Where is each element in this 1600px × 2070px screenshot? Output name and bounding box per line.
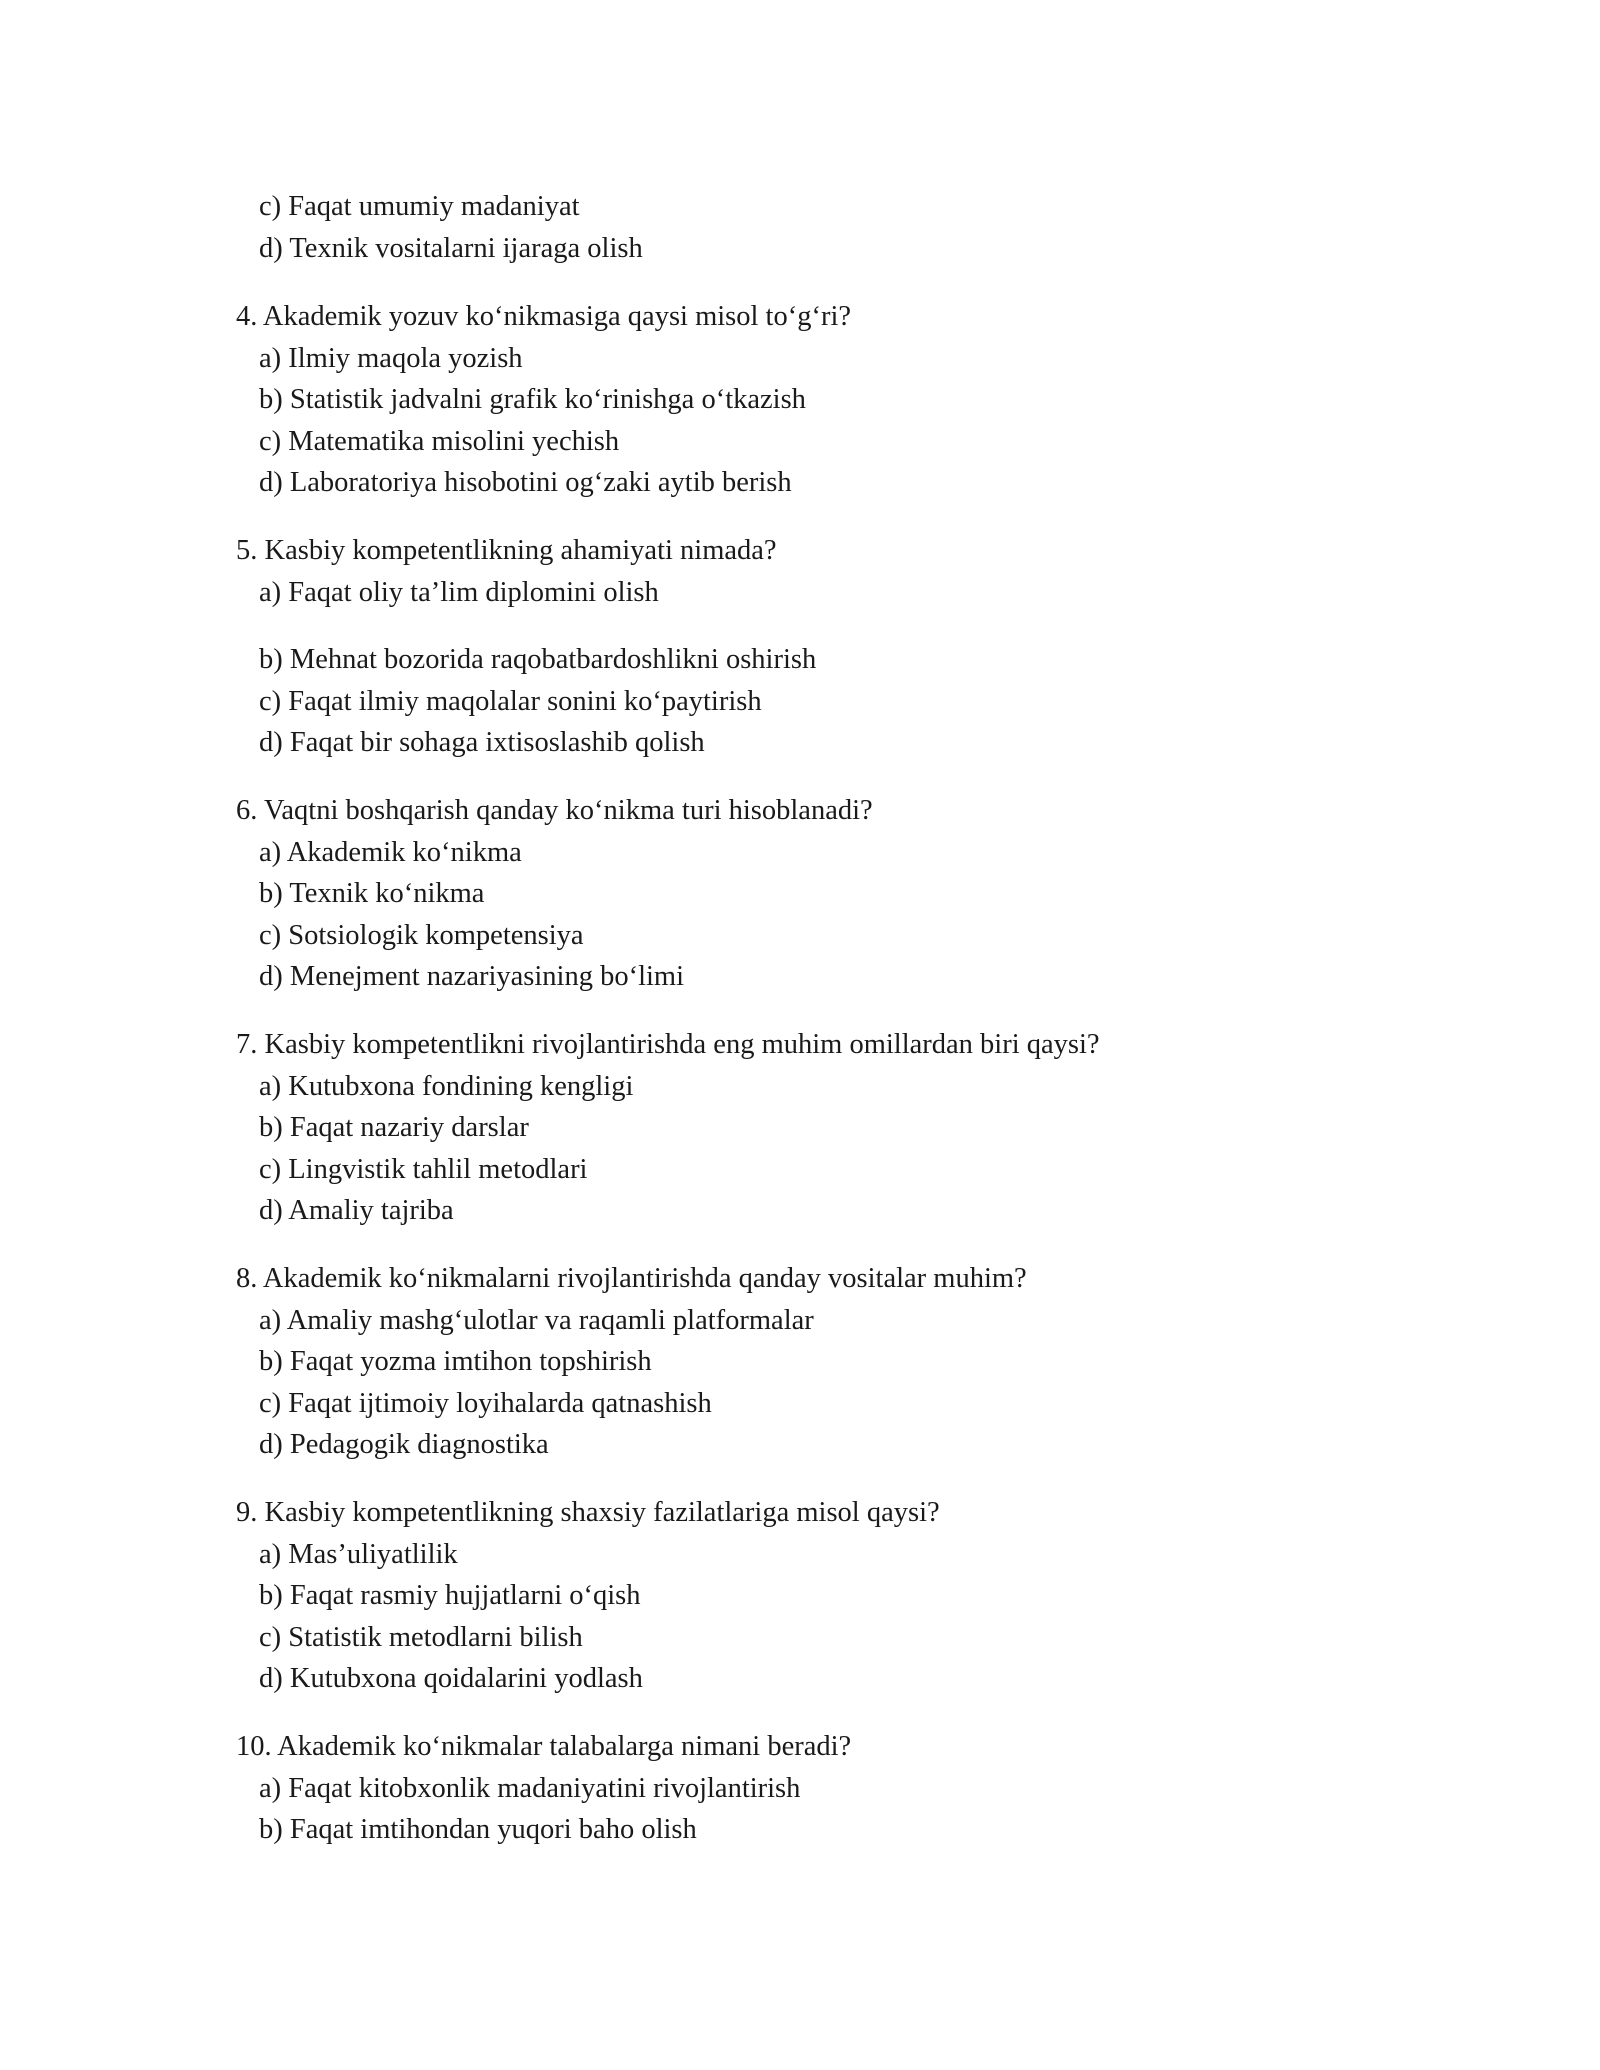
option-a: a) Faqat kitobxonlik madaniyatini rivojlantirish — [259, 1772, 801, 1804]
option-b: b) Faqat rasmiy hujjatlarni o‘qish — [259, 1580, 641, 1611]
option-d: d) Faqat bir sohaga ixtisoslashib qolish — [259, 727, 705, 758]
option-b: b) Faqat imtihondan yuqori baho olish — [259, 1814, 697, 1845]
option-a: a) Mas’uliyatlilik — [259, 1538, 458, 1570]
option-c: c) Lingvistik tahlil metodlari — [259, 1153, 588, 1185]
option-b: b) Faqat yozma imtihon topshirish — [259, 1346, 652, 1377]
option-a: a) Faqat oliy ta’lim diplomini olish — [259, 576, 659, 608]
option-b: b) Mehnat bozorida raqobatbardoshlikni oshirish — [259, 644, 817, 675]
question-10 — [236, 1726, 1536, 1851]
option-d: d) Laboratoriya hisobotini og‘zaki aytib berish — [259, 467, 792, 498]
option-b: b) Faqat nazariy darslar — [259, 1112, 529, 1143]
question-5 — [236, 530, 1536, 764]
option-d: d) Pedagogik diagnostika — [259, 1429, 549, 1460]
option-a: a) Kutubxona fondining kengligi — [259, 1070, 634, 1102]
option-c: c) Sotsiologik kompetensiya — [259, 919, 584, 951]
option-d: d) Menejment nazariyasining bo‘limi — [259, 961, 685, 992]
question-text: 9. Kasbiy kompetentlikning shaxsiy fazilatlariga misol qaysi? — [236, 1497, 940, 1528]
question-7 — [236, 1024, 1536, 1232]
question-6 — [236, 790, 1536, 998]
option-b: b) Texnik ko‘nikma — [259, 878, 485, 909]
option-a: a) Akademik ko‘nikma — [259, 836, 522, 868]
question-text: 6. Vaqtni boshqarish qanday ko‘nikma turi hisoblanadi? — [236, 795, 873, 826]
option-c: c) Faqat ijtimoiy loyihalarda qatnashish — [259, 1387, 712, 1419]
question-4 — [236, 296, 1536, 504]
question-3-tail — [236, 186, 1536, 269]
question-text: 5. Kasbiy kompetentlikning ahamiyati nimada? — [236, 535, 777, 566]
option-a: a) Amaliy mashg‘ulotlar va raqamli platformalar — [259, 1304, 814, 1336]
question-text: 7. Kasbiy kompetentlikni rivojlantirishda eng muhim omillardan biri qaysi? — [236, 1029, 1100, 1060]
option-a: a) Ilmiy maqola yozish — [259, 342, 523, 374]
option-d: d) Amaliy tajriba — [259, 1195, 454, 1226]
option-c: c) Faqat umumiy madaniyat — [259, 191, 580, 222]
question-9 — [236, 1492, 1536, 1700]
question-text: 8. Akademik ko‘nikmalarni rivojlantirishda qanday vositalar muhim? — [236, 1263, 1027, 1294]
question-text: 4. Akademik yozuv ko‘nikmasiga qaysi misol to‘g‘ri? — [236, 301, 852, 332]
question-8 — [236, 1258, 1536, 1466]
option-c: c) Matematika misolini yechish — [259, 425, 620, 457]
option-b: b) Statistik jadvalni grafik ko‘rinishga o‘tkazish — [259, 384, 806, 415]
option-d: d) Texnik vositalarni ijaraga olish — [259, 232, 643, 264]
option-d: d) Kutubxona qoidalarini yodlash — [259, 1663, 643, 1694]
question-text: 10. Akademik ko‘nikmalar talabalarga nimani beradi? — [236, 1731, 852, 1762]
option-c: c) Statistik metodlarni bilish — [259, 1621, 583, 1653]
option-c: c) Faqat ilmiy maqolalar sonini ko‘paytirish — [259, 685, 762, 717]
